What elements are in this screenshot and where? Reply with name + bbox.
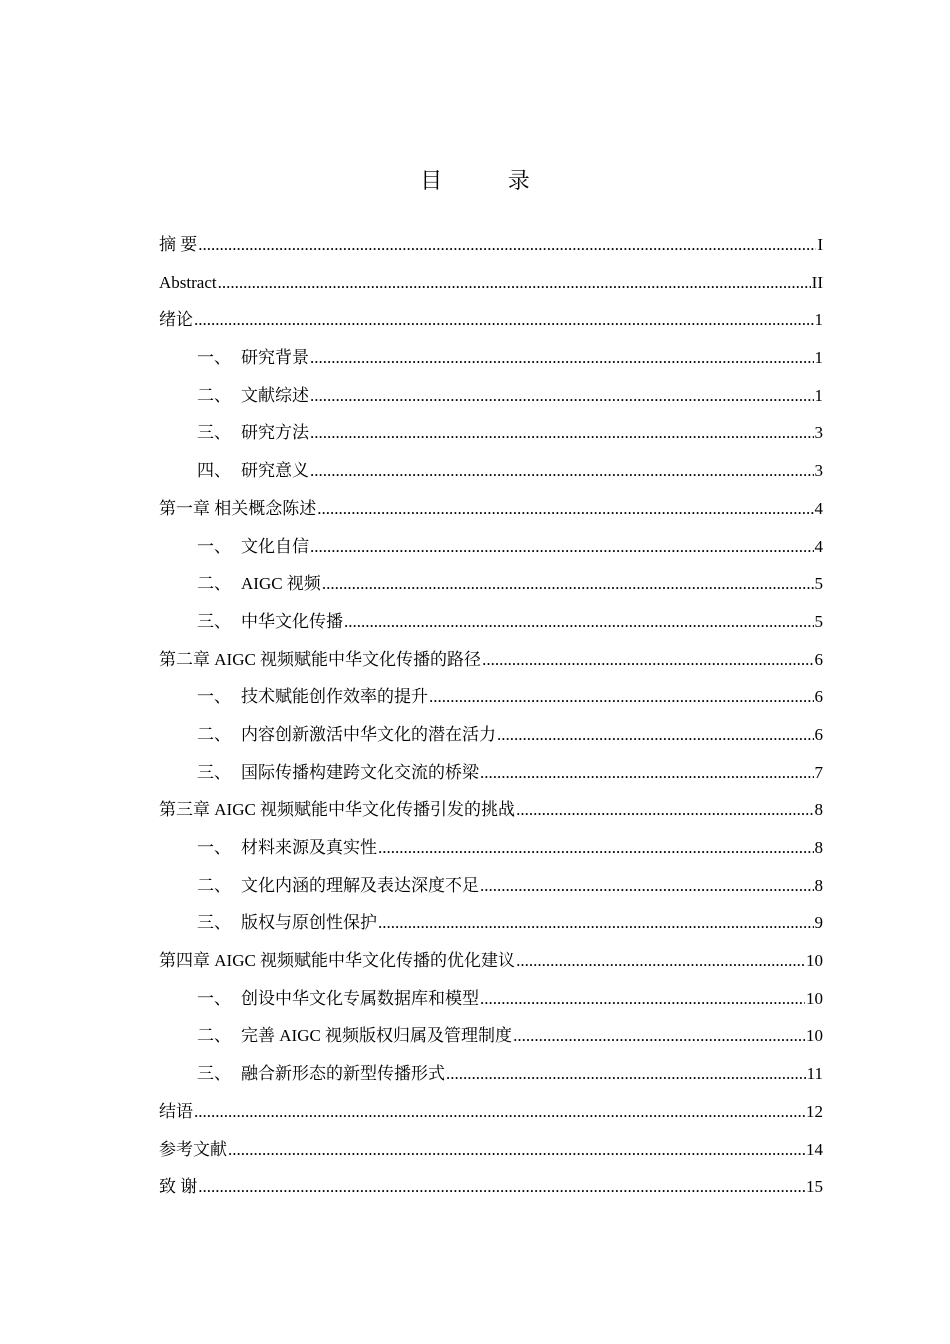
toc-entry-page: 5 bbox=[814, 611, 823, 631]
toc-entry-page: 4 bbox=[814, 536, 823, 556]
toc-entry[interactable] bbox=[159, 1017, 823, 1055]
toc-entry[interactable] bbox=[159, 829, 823, 867]
toc-entry-label: 文献综述 bbox=[241, 385, 309, 405]
toc-entry[interactable] bbox=[159, 528, 823, 566]
toc-entry-label: AIGC 视频 bbox=[241, 574, 321, 594]
toc-entry[interactable] bbox=[159, 791, 823, 829]
toc-dot-leader bbox=[378, 829, 814, 867]
toc-entry-label: 内容创新激活中华文化的潜在活力 bbox=[241, 724, 496, 744]
toc-dot-leader bbox=[482, 641, 813, 679]
toc-title: 目 录 bbox=[420, 168, 560, 193]
toc-entry[interactable] bbox=[159, 226, 823, 264]
toc-entry[interactable] bbox=[159, 1168, 823, 1206]
toc-entry-label: 第二章 AIGC 视频赋能中华文化传播的路径 bbox=[159, 649, 482, 669]
toc-entry-label: 研究意义 bbox=[241, 461, 309, 481]
toc-dot-leader bbox=[198, 1168, 805, 1206]
toc-entry[interactable] bbox=[159, 641, 823, 679]
toc-entry-number: 一、 bbox=[197, 536, 231, 556]
toc-entry-label: 第一章 相关概念陈述 bbox=[159, 498, 317, 518]
toc-entry-page: 12 bbox=[806, 1101, 823, 1121]
toc-dot-leader bbox=[310, 528, 814, 566]
toc-entry-page: 8 bbox=[814, 875, 823, 895]
toc-entry-number: 一、 bbox=[197, 348, 231, 368]
toc-dot-leader bbox=[310, 377, 814, 415]
toc-dot-leader bbox=[497, 716, 814, 754]
toc-dot-leader bbox=[228, 1131, 805, 1169]
toc-dot-leader bbox=[322, 565, 814, 603]
toc-entry-label: 致 谢 bbox=[159, 1177, 198, 1197]
toc-entry[interactable] bbox=[159, 490, 823, 528]
toc-dot-leader bbox=[194, 1093, 805, 1131]
toc-entry-number: 三、 bbox=[197, 611, 231, 631]
toc-entry[interactable] bbox=[159, 301, 823, 339]
toc-entry[interactable] bbox=[159, 377, 823, 415]
toc-entry[interactable] bbox=[159, 1093, 823, 1131]
toc-entry-page: 6 bbox=[814, 649, 823, 669]
toc-entry-number: 二、 bbox=[197, 875, 231, 895]
toc-dot-leader bbox=[516, 791, 813, 829]
toc-entry[interactable] bbox=[159, 867, 823, 905]
toc-entry-number: 三、 bbox=[197, 913, 231, 933]
toc-entry-number: 四、 bbox=[197, 461, 231, 481]
toc-entry-label: 文化内涵的理解及表达深度不足 bbox=[241, 875, 479, 895]
toc-entry-label: 第三章 AIGC 视频赋能中华文化传播引发的挑战 bbox=[159, 800, 516, 820]
toc-dot-leader bbox=[310, 452, 814, 490]
toc-entry[interactable] bbox=[159, 942, 823, 980]
toc-entry-number: 一、 bbox=[197, 687, 231, 707]
toc-dot-leader bbox=[429, 678, 814, 716]
toc-dot-leader bbox=[310, 414, 814, 452]
toc-entry-label: 创设中华文化专属数据库和模型 bbox=[241, 988, 479, 1008]
toc-entry[interactable] bbox=[159, 565, 823, 603]
toc-entry-number: 一、 bbox=[197, 988, 231, 1008]
toc-entry-label: 完善 AIGC 视频版权归属及管理制度 bbox=[241, 1026, 513, 1046]
toc-entry-label: 摘 要 bbox=[159, 235, 198, 254]
toc-dot-leader bbox=[218, 264, 811, 302]
toc-entry-page: 6 bbox=[814, 687, 823, 707]
toc-entry-page: 1 bbox=[814, 310, 823, 330]
toc-entry[interactable] bbox=[159, 1055, 823, 1093]
toc-entry-number: 二、 bbox=[197, 724, 231, 744]
toc-entry-page: 15 bbox=[806, 1177, 823, 1197]
toc-dot-leader bbox=[310, 339, 814, 377]
toc-entry-page: 7 bbox=[814, 762, 823, 782]
toc-dot-leader bbox=[344, 603, 814, 641]
toc-entry-page: 1 bbox=[814, 385, 823, 405]
toc-entry-number: 一、 bbox=[197, 838, 231, 857]
toc-entry-label: 绪论 bbox=[159, 310, 193, 330]
toc-entry-label: 中华文化传播 bbox=[241, 611, 343, 631]
toc-dot-leader bbox=[480, 980, 805, 1018]
toc-entry[interactable] bbox=[159, 414, 823, 452]
toc-entry-page: II bbox=[811, 272, 823, 292]
toc-entry-number: 三、 bbox=[197, 1064, 231, 1084]
toc-dot-leader bbox=[378, 904, 814, 942]
toc-entry-number: 二、 bbox=[197, 1026, 231, 1046]
toc-entry[interactable] bbox=[159, 754, 823, 792]
toc-entry-page: 8 bbox=[814, 800, 823, 820]
toc-entry[interactable] bbox=[159, 980, 823, 1018]
toc-entry-label: 版权与原创性保护 bbox=[241, 913, 377, 933]
toc-entry-number: 二、 bbox=[197, 385, 231, 405]
toc-entry-label: 研究方法 bbox=[241, 423, 309, 443]
toc-dot-leader bbox=[446, 1055, 806, 1093]
toc-entry-page: 4 bbox=[814, 498, 823, 518]
toc-dot-leader bbox=[194, 301, 814, 339]
toc-entry-page: I bbox=[817, 235, 823, 254]
toc-entry-page: 5 bbox=[814, 574, 823, 594]
toc-entry[interactable] bbox=[159, 1131, 823, 1169]
toc-entry[interactable] bbox=[159, 452, 823, 490]
toc-entry-label: Abstract bbox=[159, 272, 217, 292]
toc-entry-page: 10 bbox=[806, 988, 823, 1008]
toc-entry[interactable] bbox=[159, 904, 823, 942]
toc-entry-label: 技术赋能创作效率的提升 bbox=[241, 687, 428, 707]
toc-entry[interactable] bbox=[159, 264, 823, 302]
toc-entry-number: 三、 bbox=[197, 423, 231, 443]
toc-entry[interactable] bbox=[159, 716, 823, 754]
toc-entry[interactable] bbox=[159, 603, 823, 641]
toc-dot-leader bbox=[480, 754, 814, 792]
toc-entry-label: 参考文献 bbox=[159, 1139, 227, 1159]
toc-entry-page: 6 bbox=[814, 724, 823, 744]
toc-entry-page: 3 bbox=[814, 423, 823, 443]
toc-entry-page: 11 bbox=[806, 1064, 823, 1084]
toc-dot-leader bbox=[516, 942, 805, 980]
toc-entry[interactable] bbox=[159, 678, 823, 716]
toc-dot-leader bbox=[513, 1017, 805, 1055]
toc-entry-label: 材料来源及真实性 bbox=[241, 838, 377, 857]
toc-dot-leader bbox=[198, 226, 816, 264]
toc-dot-leader bbox=[317, 490, 813, 528]
toc-entry-number: 三、 bbox=[197, 762, 231, 782]
toc-entry-label: 研究背景 bbox=[241, 348, 309, 368]
toc-entry-label: 结语 bbox=[159, 1101, 193, 1121]
toc-entry-page: 9 bbox=[814, 913, 823, 933]
toc-entry-page: 3 bbox=[814, 461, 823, 481]
toc-entry-number: 二、 bbox=[197, 574, 231, 594]
toc-entry-page: 10 bbox=[806, 951, 823, 971]
toc-list bbox=[159, 226, 823, 1206]
toc-entry-label: 第四章 AIGC 视频赋能中华文化传播的优化建议 bbox=[159, 951, 516, 971]
toc-entry-label: 融合新形态的新型传播形式 bbox=[241, 1064, 445, 1084]
toc-entry-page: 1 bbox=[814, 348, 823, 368]
toc-entry-label: 文化自信 bbox=[241, 536, 309, 556]
toc-entry-page: 14 bbox=[806, 1139, 823, 1159]
toc-dot-leader bbox=[480, 867, 814, 905]
toc-entry[interactable] bbox=[159, 339, 823, 377]
toc-entry-page: 10 bbox=[806, 1026, 823, 1046]
toc-entry-label: 国际传播构建跨文化交流的桥梁 bbox=[241, 762, 479, 782]
toc-entry-page: 8 bbox=[814, 838, 823, 857]
